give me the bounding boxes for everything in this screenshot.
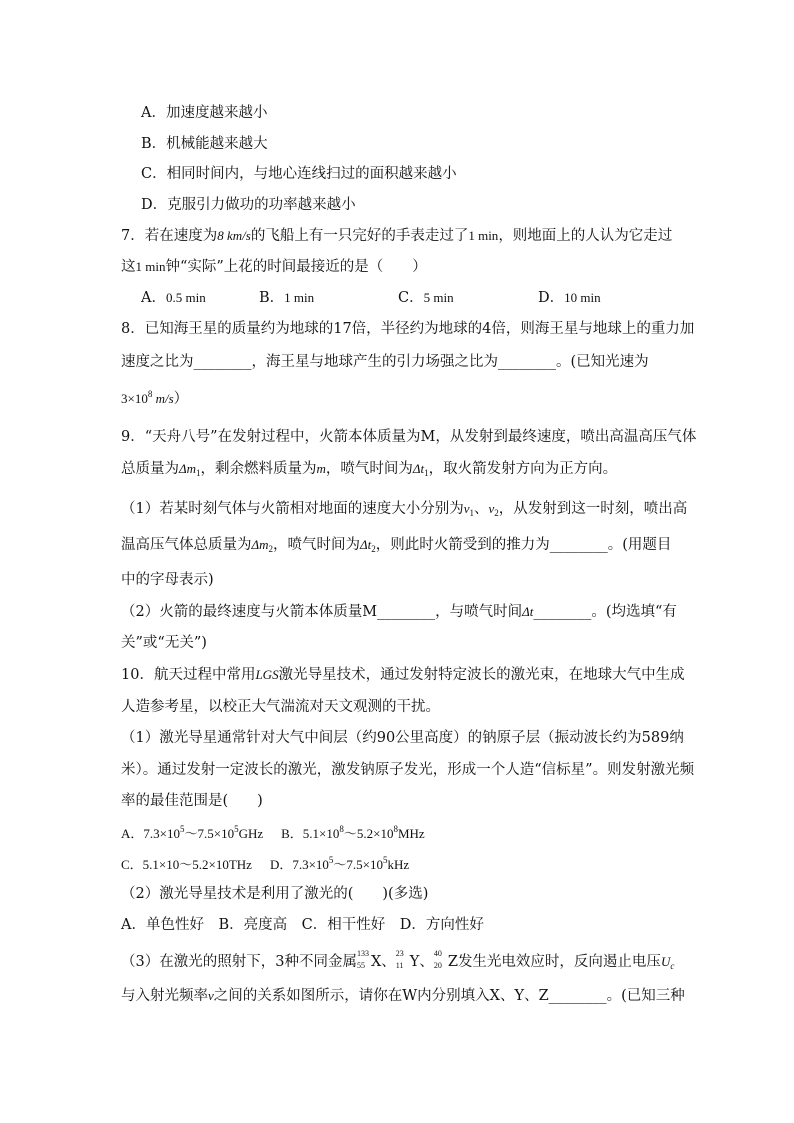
q10-part3-line2: 与入射光频率ν之间的关系如图所示，请你在W内分别填入X、Y、Z________。(已知三种: [121, 988, 685, 1004]
q10-stem-line2: 人造参考星，以校正大气湍流对天文观测的干扰。: [121, 699, 440, 715]
q10-part1-options-cd: C．5.1×10～5.2×10THz D．$7.3\times 10^5\sim 7.5\times 10^5kHz$: [121, 855, 410, 872]
q7-stem-line2: [121, 260, 427, 275]
q7-text: 7．若在速度为: [121, 228, 218, 244]
q8-stem-line1: 8．已知海王星的质量约为地球的17倍，半径约为地球的4倍，则海王星与地球上的重力加: [121, 321, 695, 337]
q7-text: 这: [121, 259, 136, 275]
q9-part2-line1: （2）火箭的最终速度与火箭本体质量M________，与喷气时间Δt________。(均选填“有: [121, 604, 677, 620]
q7-time2: 1 min: [135, 259, 166, 274]
nuclide-y-numbers: 23 11: [395, 949, 404, 970]
q10-part1-line3: 率的最佳范围是( ): [121, 793, 263, 809]
q9-stem-line1: 9．“天舟八号”在发射过程中，火箭本体质量为M，从发射到最终速度，喷出高温高压气体: [121, 429, 697, 445]
q7-text: ，则地面上的人认为它走过: [498, 228, 673, 244]
q8-light-speed: $3\times 10^8$ m/s）: [121, 389, 189, 407]
q10-part2-stem: （2）激光导星技术是利用了激光的( )(多选): [121, 886, 429, 902]
q7-text: 钟“实际”上花的时间最接近的是（ ）: [165, 259, 427, 275]
q10-part3-line1: （3）在激光的照射下，3种不同金属 133 55 X、 23 11 Y、 40 20 Z发生光电效应时，反向遏止电压$U_c$: [121, 949, 675, 971]
q7-option-b: B．1 min: [259, 290, 315, 306]
nuclide-z-numbers: 40 20: [433, 949, 442, 970]
q10-part1-options-ab: A．$7.3\times 10^5\sim 7.5\times 10^5GHz$ B．$5.1\times 10^8\sim 5.2\times 10^8MHz$: [121, 824, 425, 841]
q9-part2-line2: 关”或“无关”): [121, 635, 207, 651]
q10-part1-line1: （1）激光导星通常针对大气中间层（约90公里高度）的钠原子层（振动波长约为589纳: [121, 730, 684, 746]
q6-option-a: A．加速度越来越小: [141, 105, 268, 121]
q10-part1-line2: 米）。通过发射一定波长的激光，激发钠原子发光，形成一个人造“信标星”。则发射激光频: [121, 762, 695, 778]
q10-stem-line1: 10．航天过程中常用LGS激光导星技术，通过发射特定波长的激光束，在地球大气中生成: [121, 667, 685, 683]
q7-option-d: D．10 min: [538, 290, 601, 306]
q7-text: 的飞船上有一只完好的手表走过了: [250, 228, 469, 244]
q8-stem-line2: 速度之比为________，海王星与地球产生的引力场强之比为________。(已知光速为: [121, 354, 649, 370]
q7-speed: 8 km/s: [217, 228, 251, 243]
q7-time: 1 min: [468, 228, 499, 243]
nuclide-x-numbers: 133 55: [356, 949, 369, 970]
q6-option-c: C．相同时间内，与地心连线扫过的面积越来越小: [141, 166, 457, 182]
q7-option-a: A．0.5 min: [141, 290, 206, 306]
q9-part1-line2: 温高压气体总质量为$\Delta m_2$，喷气时间为$\Delta t_2$，则此时火箭受到的推力为________。(用题目: [121, 537, 672, 554]
q9-stem-line2: 总质量为$\Delta m_1$，剩余燃料质量为m，喷气时间为$\Delta t_1$，取火箭发射方向为正方向。: [121, 461, 618, 478]
q6-option-d: D．克服引力做功的功率越来越小: [141, 197, 356, 213]
q9-part1-line1: （1）若某时刻气体与火箭相对地面的速度大小分别为$v_1$、$v_2$，从发射到这一时刻，喷出高: [121, 501, 688, 518]
q7-stem-line1: [121, 229, 672, 244]
q7-option-c: C．5 min: [398, 290, 454, 306]
q10-part2-options: A．单色性好 B．亮度高 C．相干性好 D．方向性好: [121, 917, 484, 933]
q6-option-b: B．机械能越来越大: [141, 136, 268, 152]
q9-part1-line3: 中的字母表示): [121, 572, 214, 588]
